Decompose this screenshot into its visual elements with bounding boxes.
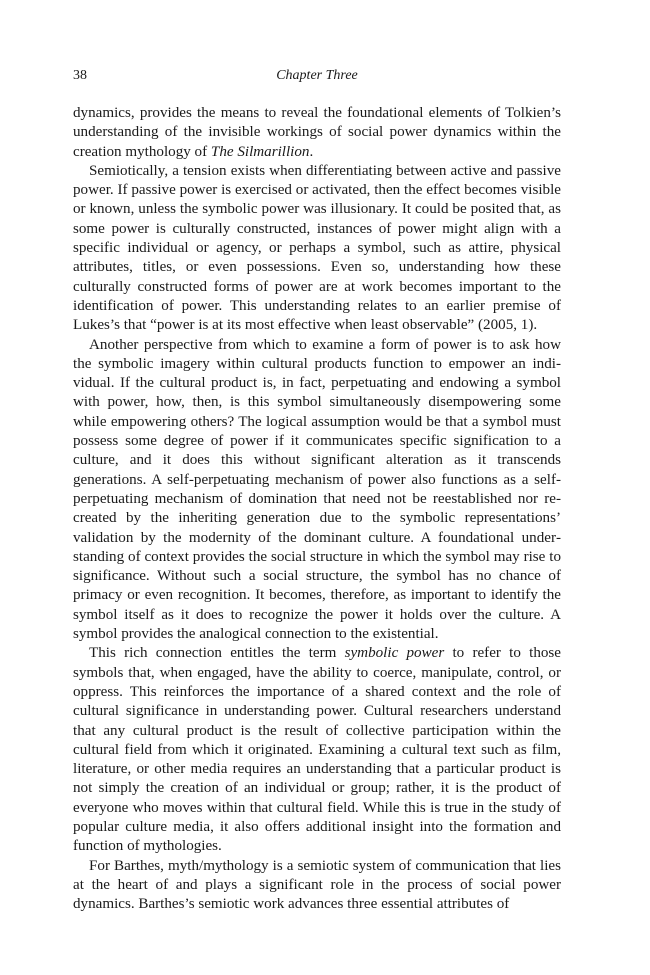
paragraph-text: Semiotically, a tension exists when differentiating between active and passive power. If passive power is exercised or activated, then the effect becomes visible or known, unless the symbolic power was illusionary. It could be posited that, as some power is culturally constructed, instances of power might align with a specific individual or agency, or perhaps a symbol, such as attire, physical attributes, titles, or even possessions. Even so, understanding how these culturally constructed forms of power are at work becomes important to the identification of power. This understanding relates to an earlier premise of Lukes’s that “power is at its most effective when least observable” (2005, 1). [73,162,561,334]
paragraph-text: to refer to those symbols that, when engaged, have the ability to coerce, manipulate, control, or oppress. This reinforces the importance of a shared context and the role of cultural significance in understanding power. Cultural researchers understand that any cultural product is the result of collective participation within the cultural field from which it originated. Examining a cultural text such as film, literature, or other media requires an understanding that a particular product is not simply the creation of an individual or group; rather, it is the product of everyone who moves within that cultural field. While this is true in the study of popular culture media, it also offers additional insight into the formation and function of mythologies. [73,645,561,855]
paragraph-text: This rich connection entitles the term [89,645,345,662]
paragraph-4 [73,644,561,856]
paragraph-2 [73,162,561,336]
paragraph-text: dynamics, provides the means to reveal the foundational elements of Tolkien’s understanding of the invisible workings of social power dynamics within the creation mythology of [73,105,561,160]
page-number: 38 [73,68,87,83]
page-header [73,66,561,88]
paragraph-text: . [309,143,314,160]
paragraph-3 [73,336,561,645]
body-text [73,104,561,914]
book-page [73,66,561,914]
paragraph-text: For Barthes, myth/mythology is a semiotic system of communication that lies at the heart of and plays a significant role in the process of social power dynamics. Barthes’s semiotic work advances three essential attributes of [73,857,561,913]
book-title: The Silmarillion [210,143,310,160]
term-emphasis: symbolic power [344,645,445,662]
running-head: Chapter Three [276,68,358,83]
paragraph-5 [73,857,561,915]
paragraph-text: Another perspective from which to examine a form of power is to ask how the symbolic imagery within cultural products function to empower an individual. If the cultural product is, in fact, perpetuating and endowing a symbol with power, how, then, is this symbol simultaneously disempowering some while empowering others? The logical assumption would be that a symbol must possess some degree of power if it communicates specific signification to a culture, and it does this without significant alteration as it transcends generations. A self-perpetuating mechanism of power also functions as a self-perpetuating mechanism of domination that need not be reestablished nor re-created by the inheriting generation due to the symbolic representations’ validation by the modernity of the dominant culture. A foundational understanding of context provides the social structure in which the symbol may rise to significance. Without such a social structure, the symbol has no chance of primacy or even recognition. It becomes, therefore, as important to identify the symbol itself as it does to recognize the power it holds over the culture. A symbol provides the analogical connection to the existential. [73,336,561,643]
paragraph-1 [73,104,561,162]
